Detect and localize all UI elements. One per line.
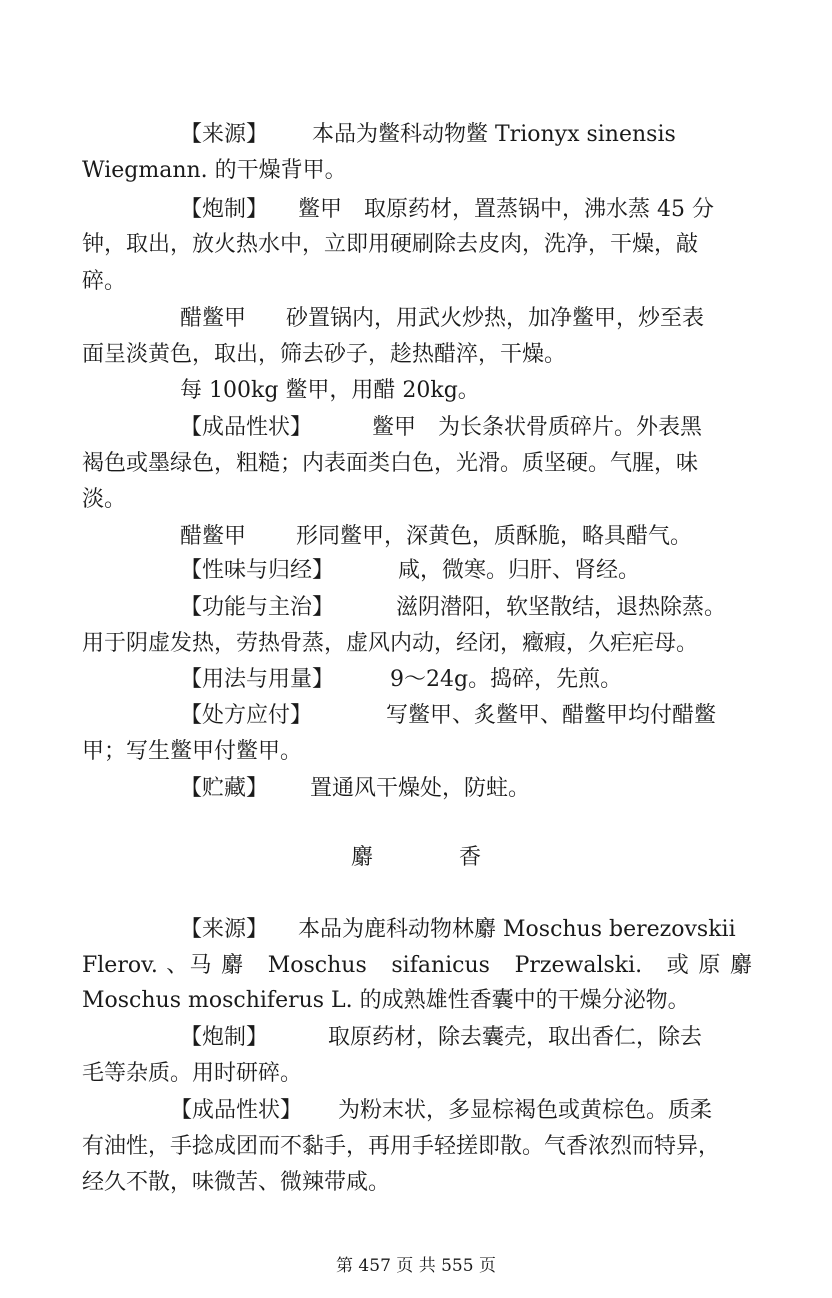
title-char-2: 香 (459, 845, 482, 870)
function-line-1 (180, 590, 752, 626)
storage-line (180, 771, 752, 807)
processing-text: 鳖甲 取原药材，置蒸锅中，沸水蒸 45 分 (298, 197, 714, 222)
usage-label: 【用法与用量】 (180, 667, 335, 692)
vinegar-line-3: 每 100kg 鳖甲，用醋 20kg。 (180, 378, 480, 403)
musk-source-line-2: Flerov. 、马 麝 Moschus sifanicus Przewalski. 或 原 麝 (82, 953, 752, 978)
musk-properties-label: 【成品性状】 (170, 1098, 303, 1123)
processing-label: 【炮制】 (180, 197, 269, 222)
musk-processing-text: 取原药材，除去囊壳，取出香仁，除去 (328, 1025, 703, 1050)
prescription-text: 写鳖甲、炙鳖甲、醋鳖甲均付醋鳖 (386, 703, 717, 728)
source-label: 【来源】 (180, 122, 269, 147)
musk-source-text: 本品为鹿科动物林麝 Moschus berezovskii (298, 917, 736, 942)
storage-label: 【贮藏】 (180, 776, 269, 801)
processing-line-3: 碎。 (82, 269, 127, 294)
usage-line (180, 662, 752, 698)
properties-vinegar-text: 形同鳖甲，深黄色，质酥脆，略具醋气。 (296, 524, 693, 549)
properties-vinegar-line (180, 519, 752, 555)
properties-line-2: 褐色或墨绿色，粗糙；内表面类白色，光滑。质坚硬。气腥，味 (82, 451, 699, 476)
prescription-line-1 (180, 698, 752, 734)
musk-source-line-1 (180, 912, 752, 948)
musk-properties-line-1 (170, 1093, 752, 1129)
nature-label: 【性味与归经】 (180, 558, 335, 583)
properties-line-3: 淡。 (82, 487, 127, 512)
properties-vinegar-name: 醋鳖甲 (180, 524, 247, 549)
vinegar-line-2: 面呈淡黄色，取出，筛去砂子，趁热醋淬，干燥。 (82, 342, 567, 367)
processing-line-2: 钟，取出，放火热水中，立即用硬刷除去皮肉，洗净，干燥，敲 (82, 232, 699, 257)
nature-text: 咸，微寒。归肝、肾经。 (398, 558, 641, 583)
musk-properties-text: 为粉末状，多显棕褐色或黄棕色。质柔 (338, 1098, 713, 1123)
function-label: 【功能与主治】 (180, 595, 335, 620)
section-title (0, 840, 832, 876)
storage-text: 置通风干燥处，防蛀。 (310, 776, 531, 801)
musk-source-line-3: Moschus moschiferus L. 的成熟雄性香囊中的干燥分泌物。 (82, 988, 690, 1013)
vinegar-line-1 (180, 301, 752, 337)
prescription-line-2: 甲；写生鳖甲付鳖甲。 (82, 739, 303, 764)
source-text: 本品为鳖科动物鳖 Trionyx sinensis (312, 122, 676, 147)
function-text: 滋阴潜阳，软坚散结，退热除蒸。 (396, 595, 727, 620)
musk-processing-label: 【炮制】 (180, 1025, 269, 1050)
vinegar-name: 醋鳖甲 (180, 306, 247, 331)
properties-line-1 (180, 410, 752, 446)
title-char-1: 麝 (350, 845, 373, 870)
function-line-2: 用于阴虚发热，劳热骨蒸，虚风内动，经闭，癥瘕，久疟疟母。 (82, 631, 699, 656)
vinegar-text: 砂置锅内，用武火炒热，加净鳖甲，炒至表 (286, 306, 705, 331)
properties-label: 【成品性状】 (180, 415, 313, 440)
musk-source-label: 【来源】 (180, 917, 269, 942)
musk-processing-line-1 (180, 1020, 752, 1056)
page-footer: 第 457 页 共 555 页 (336, 1256, 496, 1276)
prescription-label: 【处方应付】 (180, 703, 313, 728)
properties-text: 鳖甲 为长条状骨质碎片。外表黑 (372, 415, 703, 440)
usage-text: 9～24g。捣碎，先煎。 (390, 667, 623, 692)
source-line-2: Wiegmann. 的干燥背甲。 (82, 158, 347, 183)
nature-line (180, 553, 752, 589)
processing-line-1 (180, 192, 752, 228)
musk-processing-line-2: 毛等杂质。用时研碎。 (82, 1061, 303, 1086)
musk-properties-line-2: 有油性，手捻成团而不黏手，再用手轻搓即散。气香浓烈而特异， (82, 1134, 721, 1159)
source-line-1 (180, 117, 752, 153)
musk-properties-line-3: 经久不散，味微苦、微辣带咸。 (82, 1170, 391, 1195)
